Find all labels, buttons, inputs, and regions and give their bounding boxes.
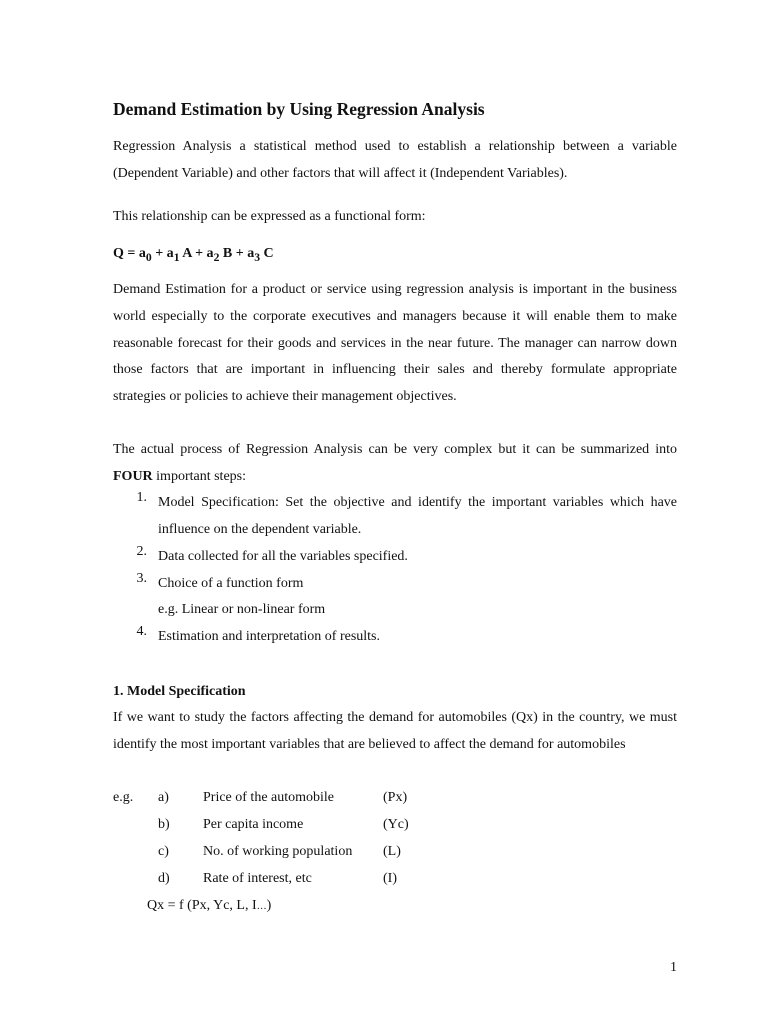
step-text: Data collected for all the variables specified. (158, 549, 408, 564)
step-text: Choice of a function form (158, 576, 304, 591)
section-heading: 1. Model Specification (113, 684, 246, 699)
variable-letter: a) (158, 790, 169, 805)
variable-letter: b) (158, 817, 170, 832)
functional-form-intro: This relationship can be expressed as a functional form: (113, 209, 426, 224)
step-text: Estimation and interpretation of results. (158, 629, 381, 644)
page-title: Demand Estimation by Using Regression Analysis (113, 99, 485, 119)
variable-letter: d) (158, 871, 170, 886)
variable-symbol: (I) (383, 871, 397, 886)
process-intro-paragraph: The actual process of Regression Analysis can be very complex but it can be summarized into FOUR important steps: (113, 442, 677, 484)
variable-description: Rate of interest, etc (203, 871, 312, 886)
step-number: 2. (136, 544, 147, 559)
variables-list (113, 790, 677, 920)
page-number: 1 (670, 960, 677, 975)
regression-equation: $Q = a_0 + a_1$ $A + a_2$ $B + a_3$ C (113, 246, 274, 264)
model-spec-paragraph: If we want to study the factors affecting the demand for automobiles (Qx) in the country, we must identify the most important variables that are believed to affect the demand for automobiles (113, 710, 677, 752)
variable-description: No. of working population (203, 844, 353, 859)
demand-estimation-paragraph: Demand Estimation for a product or service using regression analysis is important in the business world especially to the corporate executives and managers because it will enable them to make reasonable forecast for their goods and services in the near future. The manager can narrow down those factors that are important in influencing their sales and thereby formulate appropriate strategies or policies to achieve their management objectives. (113, 282, 677, 405)
intro-paragraph: Regression Analysis a statistical method used to establish a relationship between a variable (Dependent Variable) and other factors that will affect it (Independent Variables). (113, 139, 677, 181)
variable-letter: c) (158, 844, 169, 859)
variable-symbol: (Yc) (383, 817, 409, 832)
step-number: 1. (136, 490, 147, 505)
step-subtext: e.g. Linear or non-linear form (158, 602, 326, 617)
steps-list (113, 490, 677, 660)
step-text: Model Specification: Set the objective and identify the important variables which have influence on the dependent variable. (158, 495, 677, 537)
demand-function: Qx = f (Px, Yc, L, I…) (147, 898, 272, 913)
step-number: 4. (136, 624, 147, 639)
eg-label: e.g. (113, 790, 134, 805)
variable-description: Per capita income (203, 817, 304, 832)
step-number: 3. (136, 571, 147, 586)
variable-symbol: (L) (383, 844, 401, 859)
variable-symbol: (Px) (383, 790, 408, 805)
variable-description: Price of the automobile (203, 790, 335, 805)
